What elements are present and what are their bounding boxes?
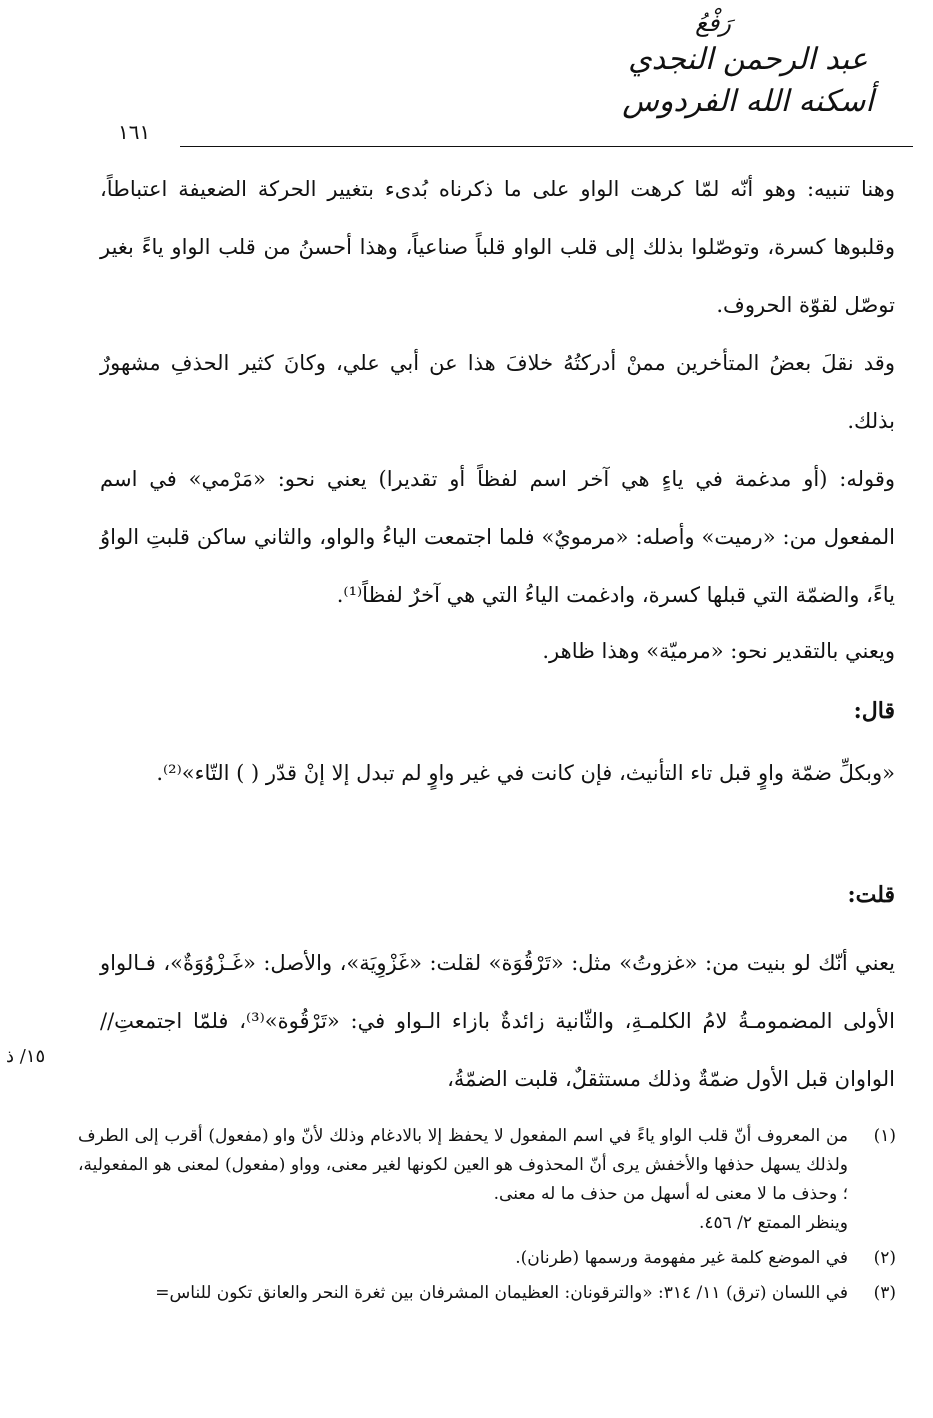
- footnote-3: [78, 1279, 896, 1308]
- footnote-1: [78, 1122, 896, 1238]
- stamp-line-1: رَفْعُ: [695, 9, 731, 37]
- footnote-reference: وينظر الممتع ٢/ ٤٥٦.: [698, 1213, 848, 1233]
- footnote-2: [78, 1244, 896, 1273]
- paragraph-4-text: ويعني بالتقدير نحو: «مرميّة» وهذا ظاهر.: [542, 639, 895, 663]
- paragraph-4: [100, 622, 895, 680]
- footnote-number: (١): [873, 1126, 896, 1146]
- paragraph-5: [100, 744, 895, 802]
- owner-stamp: [618, 6, 878, 134]
- footnote-number: (٢): [873, 1248, 896, 1268]
- paragraph-5-text: «وبكلِّ ضمّة واوٍ قبل تاء التأنيث، فإن كانت في غير واوٍ لم تبدل إلا إنْ قدّر ( ) التّاء»⁽²⁾.: [156, 761, 895, 785]
- footnote-text: في الموضع كلمة غير مفهومة ورسمها (طرنان).: [515, 1248, 848, 1268]
- paragraph-2: [100, 334, 895, 450]
- margin-folio-note: ١٥/ ﺫ: [6, 1046, 46, 1067]
- heading-qult: قلت:: [847, 882, 895, 908]
- footnote-text: في اللسان (ترق) ١١/ ٣١٤: «والترقونان: العظيمان المشرفان بين ثغرة النحر والعانق تكون للناس=: [155, 1283, 848, 1303]
- paragraph-3-text: وقوله: (أو مدغمة في ياءٍ هي آخر اسم لفظاً أو تقديرا) يعني نحو: «مَرْمي» في اسم المفعول من: «رميت» وأصله: «مرمويٌ» فلما اجتمعت الياءُ والواو، والثاني ساكن قلبتِ الواوُ ياءً، والضمّة التي قبلها كسرة، وادغمت الياءُ التي هي آخرٌ لفظاً⁽¹⁾.: [100, 467, 895, 607]
- paragraph-1: [100, 160, 895, 334]
- stamp-line-3: أسكنه الله الفردوس: [622, 84, 874, 119]
- stamp-line-2: عبد الرحمن النجدي: [628, 42, 868, 77]
- paragraph-1-text: وهنا تنبيه: وهو أنّه لمّا كرهت الواو على ما ذكرناه بُدىء بتغيير الحركة الضعيفة اعتباطاً، وقلبوها كسرة، وتوصّلوا بذلك إلى قلب الواو قلباً صناعياً، وهذا أحسنُ من قلب الواو ياءً بغير توصّل لقوّة الحروف.: [100, 177, 895, 317]
- paragraph-6-text: يعني أنّك لو بنيت من: «غزوتُ» مثل: «تَرْقُوَة» لقلت: «غَزْوِيَة»، والأصل: «غَـزْوُوَةٌ»، فـالواو الأولى المضمومـةُ لامُ الكلمـةِ، والثّانية زائدةٌ بازاء الـواو في: «تَرْقُوة»⁽³⁾، فلمّا اجتمعتِ// الواوان قبل الأول ضمّةٌ وذلك مستثقلٌ، قلبت الضمّةُ،: [100, 951, 896, 1091]
- footnote-number: (٣): [873, 1283, 896, 1303]
- paragraph-2-text: وقد نقلَ بعضُ المتأخرين ممنْ أدركتُهُ خلافَ هذا عن أبي علي، وكانَ كثير الحذفِ مشهورٌ بذلك.: [100, 351, 895, 433]
- footnote-text: من المعروف أنّ قلب الواو ياءً في اسم المفعول لا يحفظ إلا بالادغام وذلك لأنّ واو (مفعول) أقرب إلى الطرف ولذلك يسهل حذفها والأخفش يرى أنّ المحذوف هو العين لكونها لغير معنى، وواو (مفعول) لمعنى هو المفعولية، ؛ وحذف ما لا معنى له أسهل من حذف ما له معنى.: [78, 1126, 848, 1204]
- heading-qal: قال:: [853, 698, 895, 724]
- paragraph-6: [100, 934, 895, 1108]
- footnotes: [78, 1122, 896, 1314]
- header-rule: [180, 146, 913, 147]
- page-number: ١٦١: [118, 120, 151, 144]
- paragraph-3: [100, 450, 895, 624]
